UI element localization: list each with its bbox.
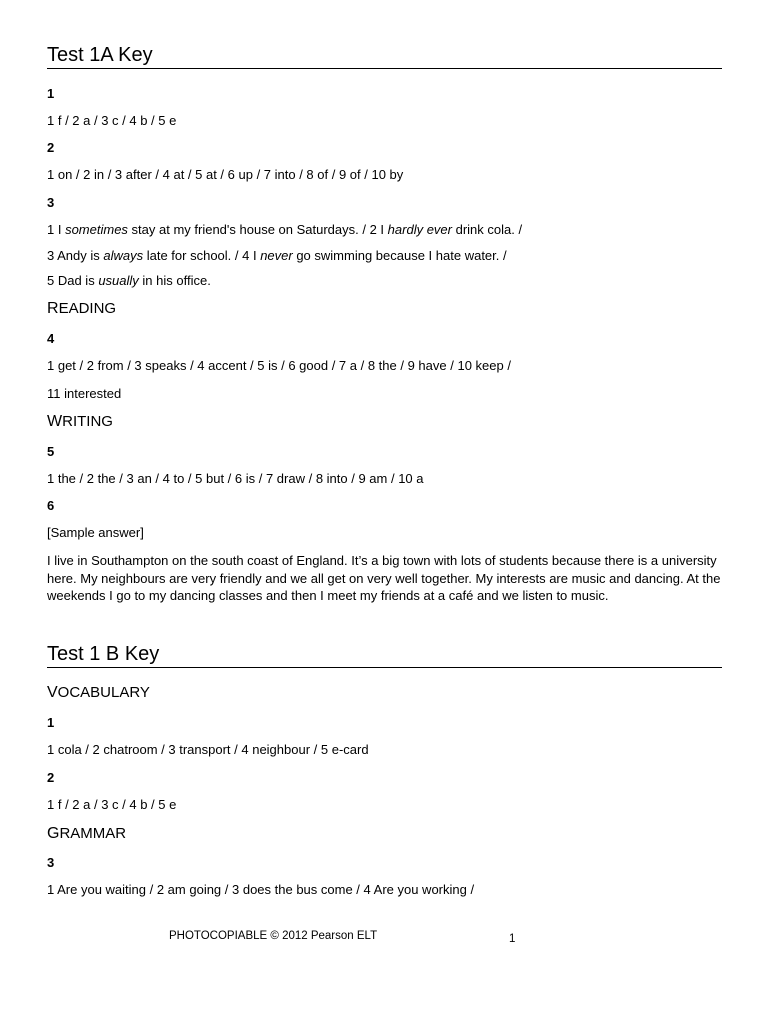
question-number: 5 — [47, 444, 55, 459]
question-number: 1 — [47, 86, 55, 101]
answer-line — [47, 272, 211, 289]
question-number: 2 — [47, 770, 55, 785]
answer-text: stay at my friend's house on Saturdays. / 2 I — [127, 222, 388, 237]
answer-line: 1 on / 2 in / 3 after / 4 at / 5 at / 6 up / 7 into / 8 of / 9 of / 10 by — [47, 167, 404, 182]
question-number: 1 — [47, 715, 55, 730]
heading-rest: OCABULARY — [57, 684, 150, 701]
answer-text: 1 I — [47, 222, 66, 237]
copyright-footer: PHOTOCOPIABLE © 2012 Pearson ELT — [169, 930, 378, 942]
question-number: 3 — [47, 195, 55, 210]
answer-text: 5 Dad is — [47, 273, 99, 288]
answer-line — [47, 221, 522, 238]
answer-line: 1 f / 2 a / 3 c / 4 b / 5 e — [47, 797, 177, 812]
heading-rest: RAMMAR — [59, 825, 127, 842]
answer-line: 1 cola / 2 chatroom / 3 transport / 4 neighbour / 5 e-card — [47, 742, 369, 757]
answer-adverb: hardly ever — [387, 222, 452, 237]
section-heading-grammar — [47, 825, 126, 843]
answer-line — [47, 247, 507, 264]
heading-rest: EADING — [58, 300, 117, 317]
heading-initial: W — [47, 413, 63, 430]
answer-line: 1 the / 2 the / 3 an / 4 to / 5 but / 6 is / 7 draw / 8 into / 9 am / 10 a — [47, 471, 424, 486]
answer-text: in his office. — [138, 273, 211, 288]
answer-adverb: never — [260, 248, 293, 263]
heading-initial: G — [47, 825, 60, 842]
question-number: 6 — [47, 498, 55, 513]
answer-adverb: usually — [98, 273, 139, 288]
heading-rest: RITING — [62, 413, 113, 430]
answer-line: 11 interested — [47, 386, 122, 401]
answer-adverb: always — [103, 248, 144, 263]
answer-text: drink cola. / — [451, 222, 523, 237]
answer-adverb: sometimes — [65, 222, 128, 237]
section-heading-writing — [47, 413, 113, 431]
answer-line: 1 get / 2 from / 3 speaks / 4 accent / 5 is / 6 good / 7 a / 8 the / 9 have / 10 keep / — [47, 358, 511, 373]
answer-line: 1 f / 2 a / 3 c / 4 b / 5 e — [47, 113, 177, 128]
page-number: 1 — [509, 933, 516, 945]
section-heading-reading — [47, 300, 116, 318]
sample-answer-paragraph: I live in Southampton on the south coast of England. It’s a big town with lots of students because there is a university here. My neighbours are very friendly and we all get on very well together. My interests are music and dancing. At the weekends I go to my dancing classes and then I meet my friends at a café and we listen to music. — [47, 553, 721, 603]
answer-text: go swimming because I hate water. / — [292, 248, 507, 263]
sample-answer-label: [Sample answer] — [47, 525, 144, 540]
section-heading-vocabulary — [47, 684, 150, 702]
question-number: 2 — [47, 140, 55, 155]
test-1a-title: Test 1A Key — [47, 43, 722, 69]
test-1b-title: Test 1 B Key — [47, 642, 722, 668]
answer-text: late for school. / 4 I — [143, 248, 261, 263]
heading-initial: V — [47, 684, 58, 701]
question-number: 3 — [47, 855, 55, 870]
heading-initial: R — [47, 300, 59, 317]
answer-text: 3 Andy is — [47, 248, 104, 263]
answer-line: 1 Are you waiting / 2 am going / 3 does the bus come / 4 Are you working / — [47, 882, 475, 897]
question-number: 4 — [47, 331, 55, 346]
